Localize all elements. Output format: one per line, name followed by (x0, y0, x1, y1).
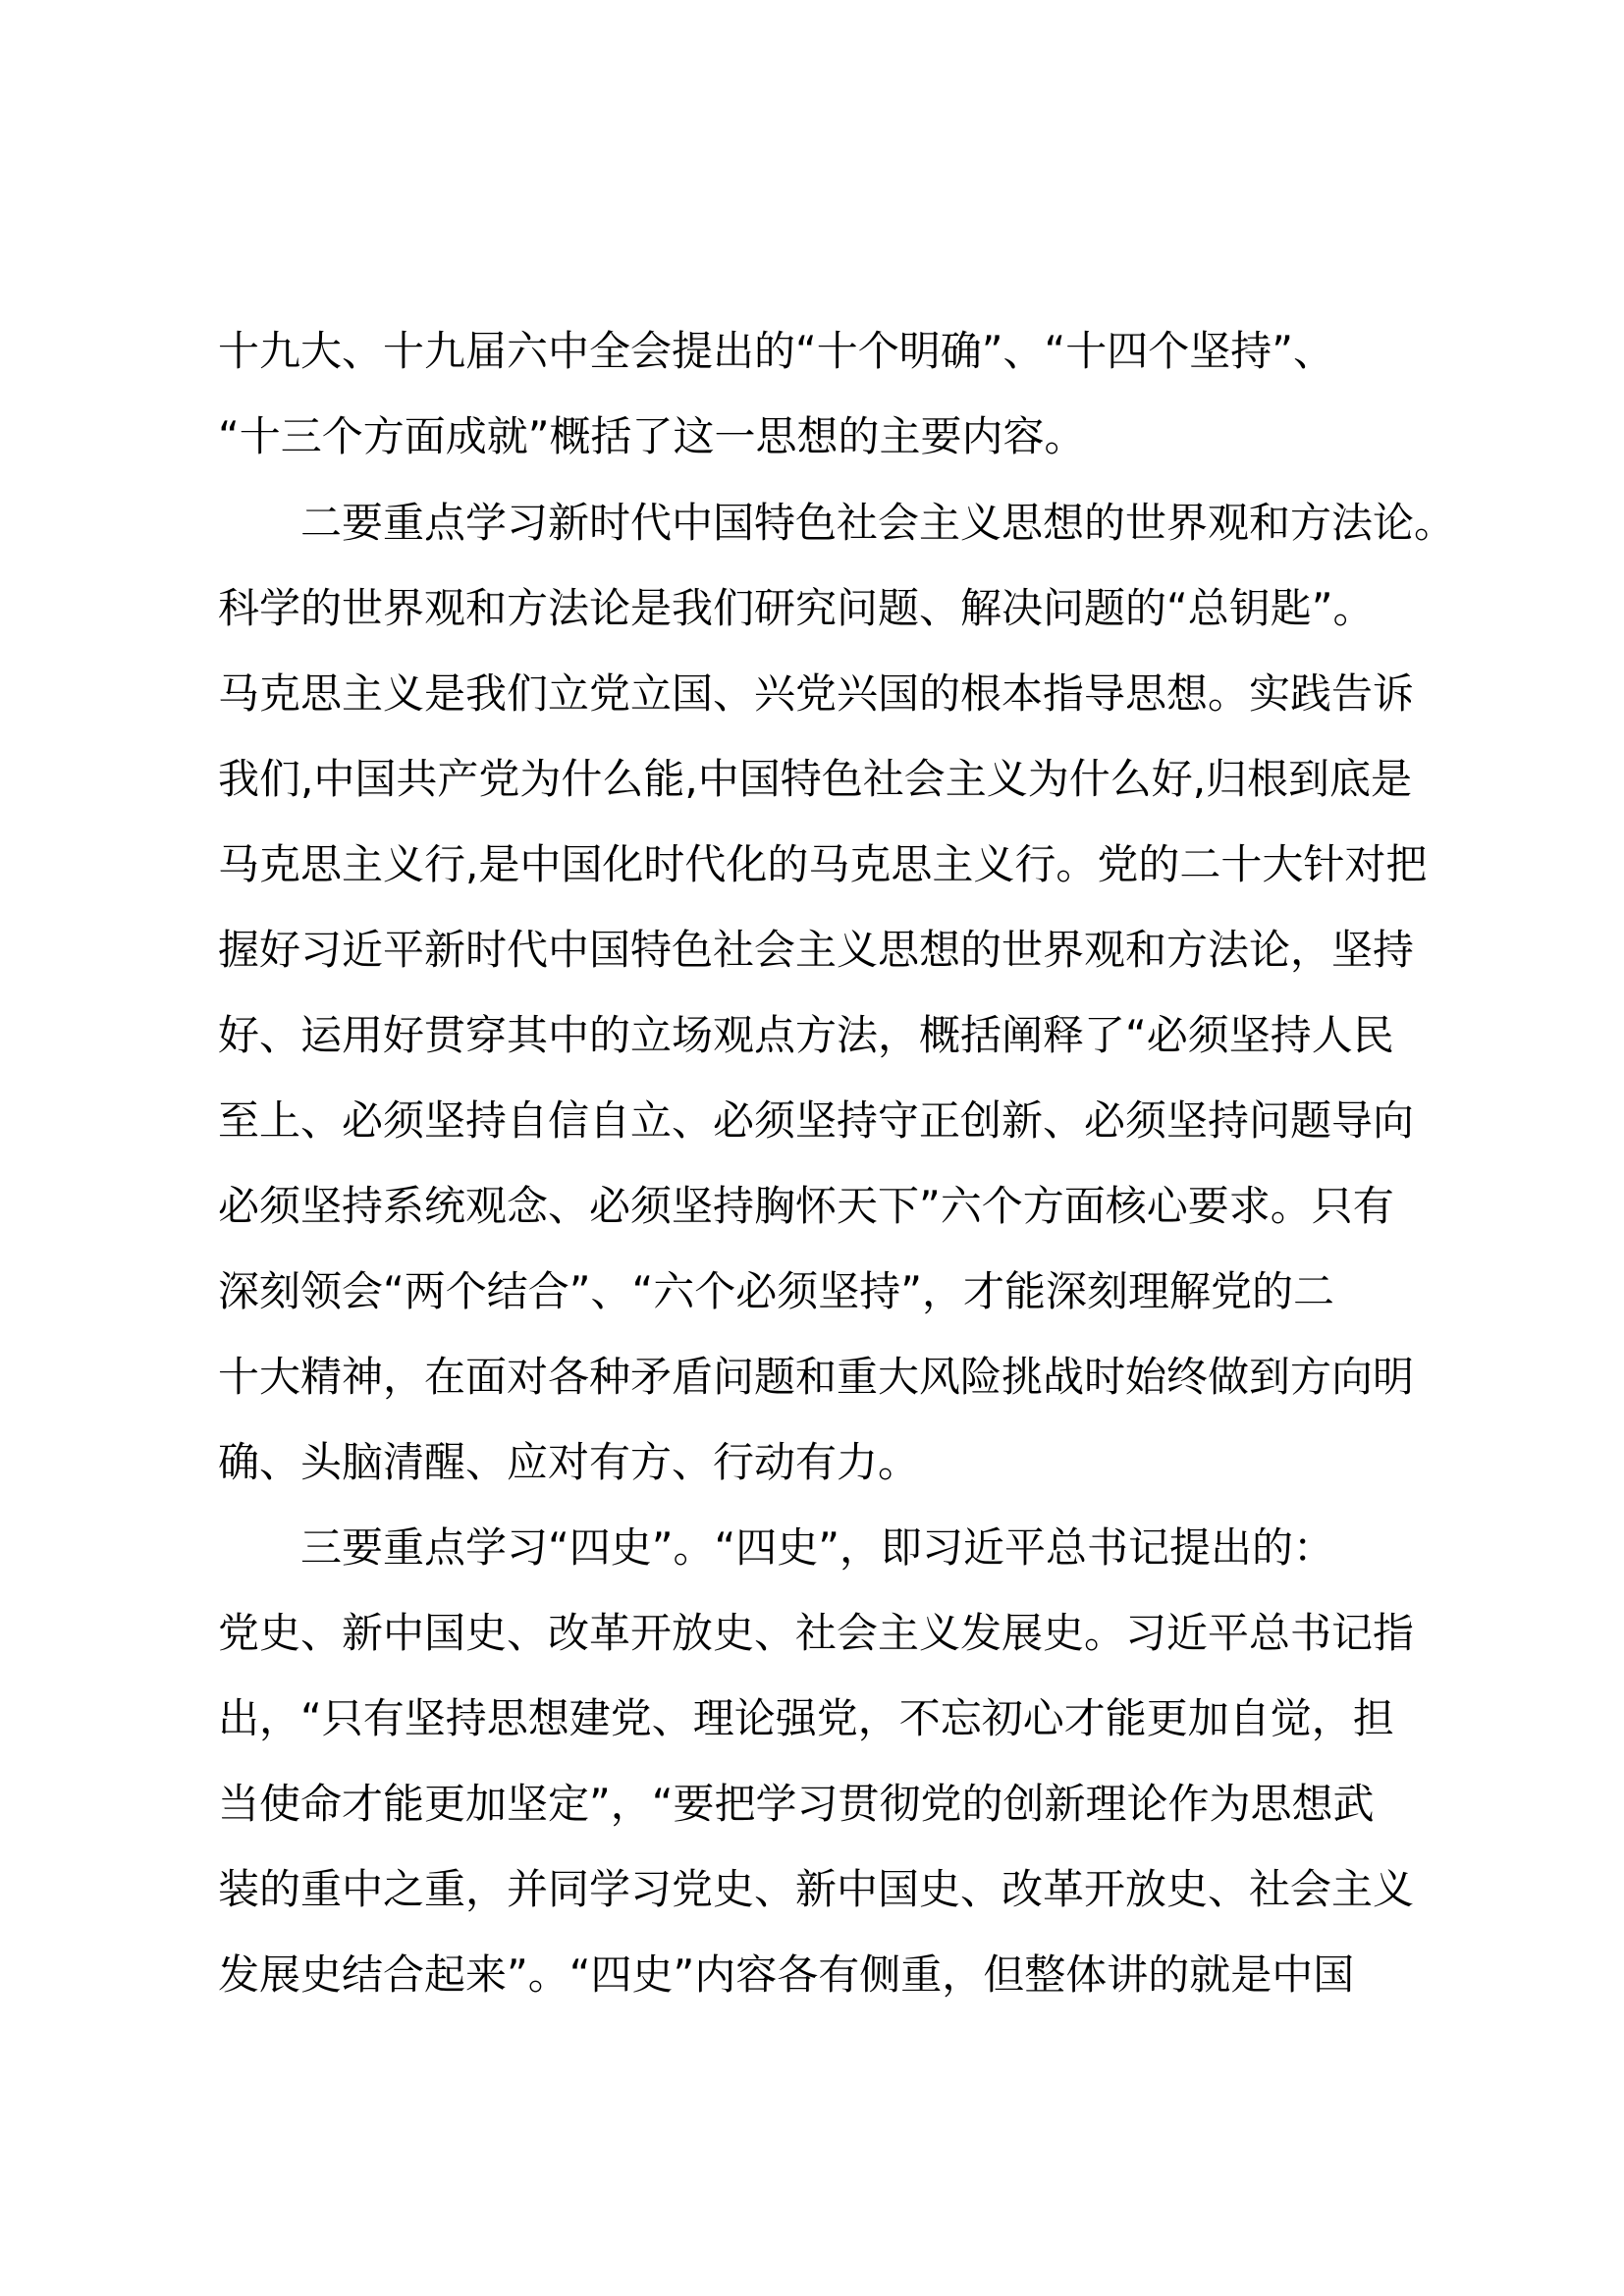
text-line: 装的重中之重，并同学习党史、新中国史、改革开放史、社会主义 (218, 1865, 1415, 1913)
text-line: 党史、新中国史、改革开放史、社会主义发展史。习近平总书记指 (218, 1609, 1415, 1657)
text-line: 科学的世界观和方法论是我们研究问题、解决问题的“总钥匙”。 (218, 584, 1375, 632)
text-line: 我们,中国共产党为什么能,中国特色社会主义为什么好,归根到底是 (218, 755, 1413, 803)
text-line: 确、头脑清醒、应对有方、行动有力。 (218, 1438, 920, 1486)
text-line: 好、运用好贯穿其中的立场观点方法，概括阐释了“必须坚持人民 (218, 1011, 1394, 1059)
text-line: 深刻领会“两个结合”、“六个必须坚持”，才能深刻理解党的二 (218, 1267, 1335, 1315)
text-line: “十三个方面成就”概括了这一思想的主要内容。 (218, 412, 1086, 460)
text-line: 当使命才能更加坚定”，“要把学习贯彻党的创新理论作为思想武 (218, 1780, 1375, 1828)
text-line: 十九大、十九届六中全会提出的“十个明确”、“十四个坚持”、 (218, 327, 1335, 375)
text-line: 发展史结合起来”。“四史”内容各有侧重，但整体讲的就是中国 (218, 1950, 1355, 1999)
text-line: 至上、必须坚持自信自立、必须坚持守正创新、必须坚持问题导向 (218, 1096, 1415, 1145)
text-line: 出，“只有坚持思想建党、理论强党，不忘初心才能更加自觉，担 (218, 1694, 1394, 1742)
text-line: 十大精神，在面对各种矛盾问题和重大风险挑战时始终做到方向明 (218, 1353, 1415, 1401)
text-line: 握好习近平新时代中国特色社会主义思想的世界观和方法论，坚持 (218, 926, 1415, 974)
text-line: 必须坚持系统观念、必须坚持胸怀天下”六个方面核心要求。只有 (218, 1182, 1394, 1230)
text-line: 马克思主义是我们立党立国、兴党兴国的根本指导思想。实践告诉 (218, 669, 1415, 718)
paragraph-start-line: 二要重点学习新时代中国特色社会主义思想的世界观和方法论。 (300, 499, 1456, 547)
text-line: 马克思主义行,是中国化时代化的马克思主义行。党的二十大针对把 (218, 840, 1428, 888)
paragraph-start-line: 三要重点学习“四史”。“四史”，即习近平总书记提出的： (300, 1523, 1335, 1572)
